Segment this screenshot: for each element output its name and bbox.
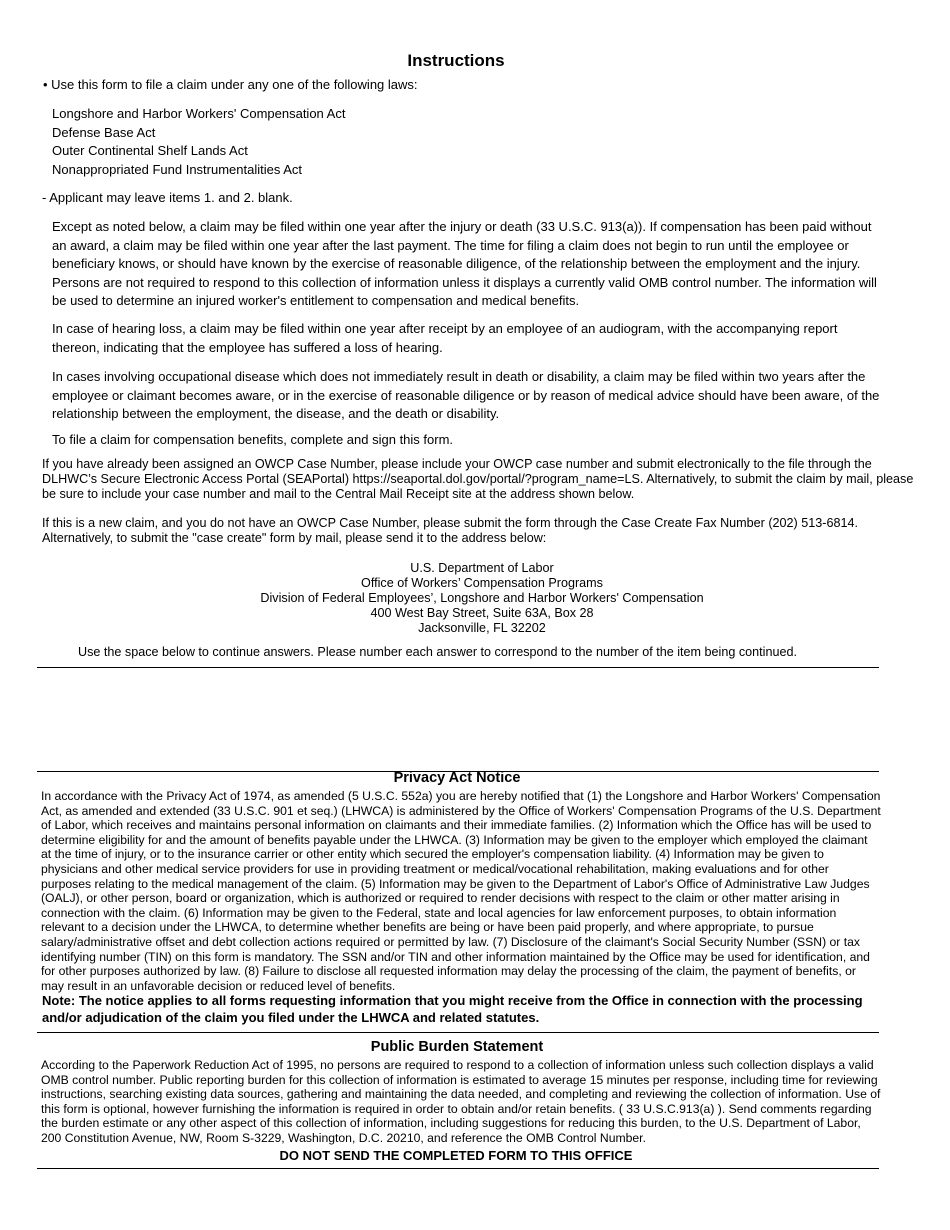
divider xyxy=(37,667,879,668)
divider xyxy=(37,1168,879,1169)
continuation-note: Use the space below to continue answers. Please number each answer to correspond to the number of the item being continued. xyxy=(78,645,797,659)
privacy-title: Privacy Act Notice xyxy=(393,770,521,786)
address-line: U.S. Department of Labor xyxy=(410,561,554,575)
existing-case-paragraph: If you have already been assigned an OWCP Case Number, please include your OWCP case number and submit electronically to the file through the DLHWC’s Secure Electronic Access Portal (SEAPortal) https://seaportal.dol.gov/portal/?program_name=LS. Alternatively, to submit the claim by mail, please be sure to include your case number and mail to the Central Mail Receipt site at the address shown below. xyxy=(42,457,914,501)
continuation-answer-area[interactable] xyxy=(37,669,879,770)
intro-text: • Use this form to file a claim under any one of the following laws: xyxy=(43,77,418,92)
list-item: Nonappropriated Fund Instrumentalities Act xyxy=(52,161,303,177)
burden-title: Public Burden Statement xyxy=(370,1039,544,1055)
occupational-disease-paragraph: In cases involving occupational disease which does not immediately result in death or disability, a claim may be filed within two years after the employee or claimant becomes aware, or in the exercise of reasonable diligence or by reason of medical advice should have been aware, of the relationship between the employment, the disease, and the death or disability. xyxy=(52,369,880,421)
list-item: Longshore and Harbor Workers' Compensation Act xyxy=(52,106,346,121)
address-line: 400 West Bay Street, Suite 63A, Box 28 xyxy=(370,606,594,620)
list-item: Outer Continental Shelf Lands Act xyxy=(52,143,248,159)
privacy-note: Note: The notice applies to all forms requesting information that you might receive from the Office in connection with the processing and/or adjudication of the claim you filed under the LHWCA and related statutes. xyxy=(42,993,863,1025)
address-line: Division of Federal Employees’, Longshore and Harbor Workers' Compensation xyxy=(260,591,704,605)
divider xyxy=(37,1032,879,1033)
file-claim-paragraph: To file a claim for compensation benefits, complete and sign this form. xyxy=(52,432,454,447)
mailing-address xyxy=(0,561,950,636)
address-line: Jacksonville, FL 32202 xyxy=(418,621,546,635)
privacy-body: In accordance with the Privacy Act of 1974, as amended (5 U.S.C. 552a) you are hereby notified that (1) the Longshore and Harbor Workers' Compensation Act, as amended and extended (33 U.S.C. 901 et seq.) (LHWCA) is administered by the Office of Workers' Compensation Programs of the U.S. Department of Labor, which receives and maintains personal information on claimants and their immediate families. (2) Information which the Office has will be used to determine eligibility for and the amount of benefits payable under the LHWCA. (3) Information may be given to the employer which employed the claimant at the time of injury, or to the insurance carrier or other entity which secured the employer's compensation liability. (4) Information may be given to physicians and other medical service providers for use in providing treatment or medical/vocational rehabilitation, making evaluations and for other purposes relating to the medical management of the claim. (5) Information may be given to the Department of Labor's Office of Administrative Law Judges (OALJ), or other person, board or organization, which is authorized or required to render decisions with respect to the claim or other matter arising in connection with the claim. (6) Information may be given to the Federal, state and local agencies for law enforcement purposes, to obtain information relevant to a decision under the LHWCA, to determine whether benefits are being or have been paid properly, and where appropriate, to pursue salary/administrative offset and debt collection actions required or permitted by law. (7) Disclosure of the claimant's Social Security Number (SSN) or tax identifying number (TIN) on this form is mandatory. The SSN and/or TIN and other information maintained by the Office may be used for identification, and for other purposes authorized by law. (8) Failure to disclose all requested information may delay the processing of the claim, the payment of benefits, or may result in an unfavorable decision or reduced level of benefits. xyxy=(41,789,881,993)
new-claim-paragraph: If this is a new claim, and you do not have an OWCP Case Number, please submit the form through the Case Create Fax Number (202) 513-6814. Alternatively, to submit the "case create" form by mail, please send it to the address below: xyxy=(42,516,858,545)
time-limit-paragraph: Except as noted below, a claim may be filed within one year after the injury or death (33 U.S.C. 913(a)). If compensation has been paid without an award, a claim may be filed within one year after the last payment. The time for filing a claim does not begin to run until the employee or beneficiary knows, or should have known by the exercise of reasonable diligence, of the relationship between the employment and the injury. Persons are not required to respond to this collection of information unless it displays a currently valid OMB control number. The information will be used to determine an injured worker's entitlement to compensation and medical benefits. xyxy=(52,219,877,308)
address-line: Office of Workers’ Compensation Programs xyxy=(361,576,603,590)
do-not-send-warning: DO NOT SEND THE COMPLETED FORM TO THIS OFFICE xyxy=(279,1148,633,1163)
applicant-note: - Applicant may leave items 1. and 2. blank. xyxy=(42,190,293,205)
hearing-loss-paragraph: In case of hearing loss, a claim may be filed within one year after receipt by an employee of an audiogram, with the accompanying report thereon, indicating that the employee has suffered a loss of hearing. xyxy=(52,321,838,355)
law-list xyxy=(52,105,345,179)
instructions-title: Instructions xyxy=(407,51,505,70)
list-item: Defense Base Act xyxy=(52,124,156,140)
burden-body: According to the Paperwork Reduction Act of 1995, no persons are required to respond to a collection of information unless such collection displays a valid OMB control number. Public reporting burden for this collection of information is estimated to average 15 minutes per response, including time for reviewing instructions, searching existing data sources, gathering and maintaining the data needed, and completing and reviewing the collection of information. Use of this form is optional, however furnishing the information is required in order to obtain and/or retain benefits. ( 33 U.S.C.913(a) ). Send comments regarding the burden estimate or any other aspect of this collection of information, including suggestions for reducing this burden, to the U.S. Department of Labor, 200 Constitution Avenue, NW, Room S-3229, Washington, D.C. 20210, and reference the OMB Control Number. xyxy=(41,1058,881,1145)
